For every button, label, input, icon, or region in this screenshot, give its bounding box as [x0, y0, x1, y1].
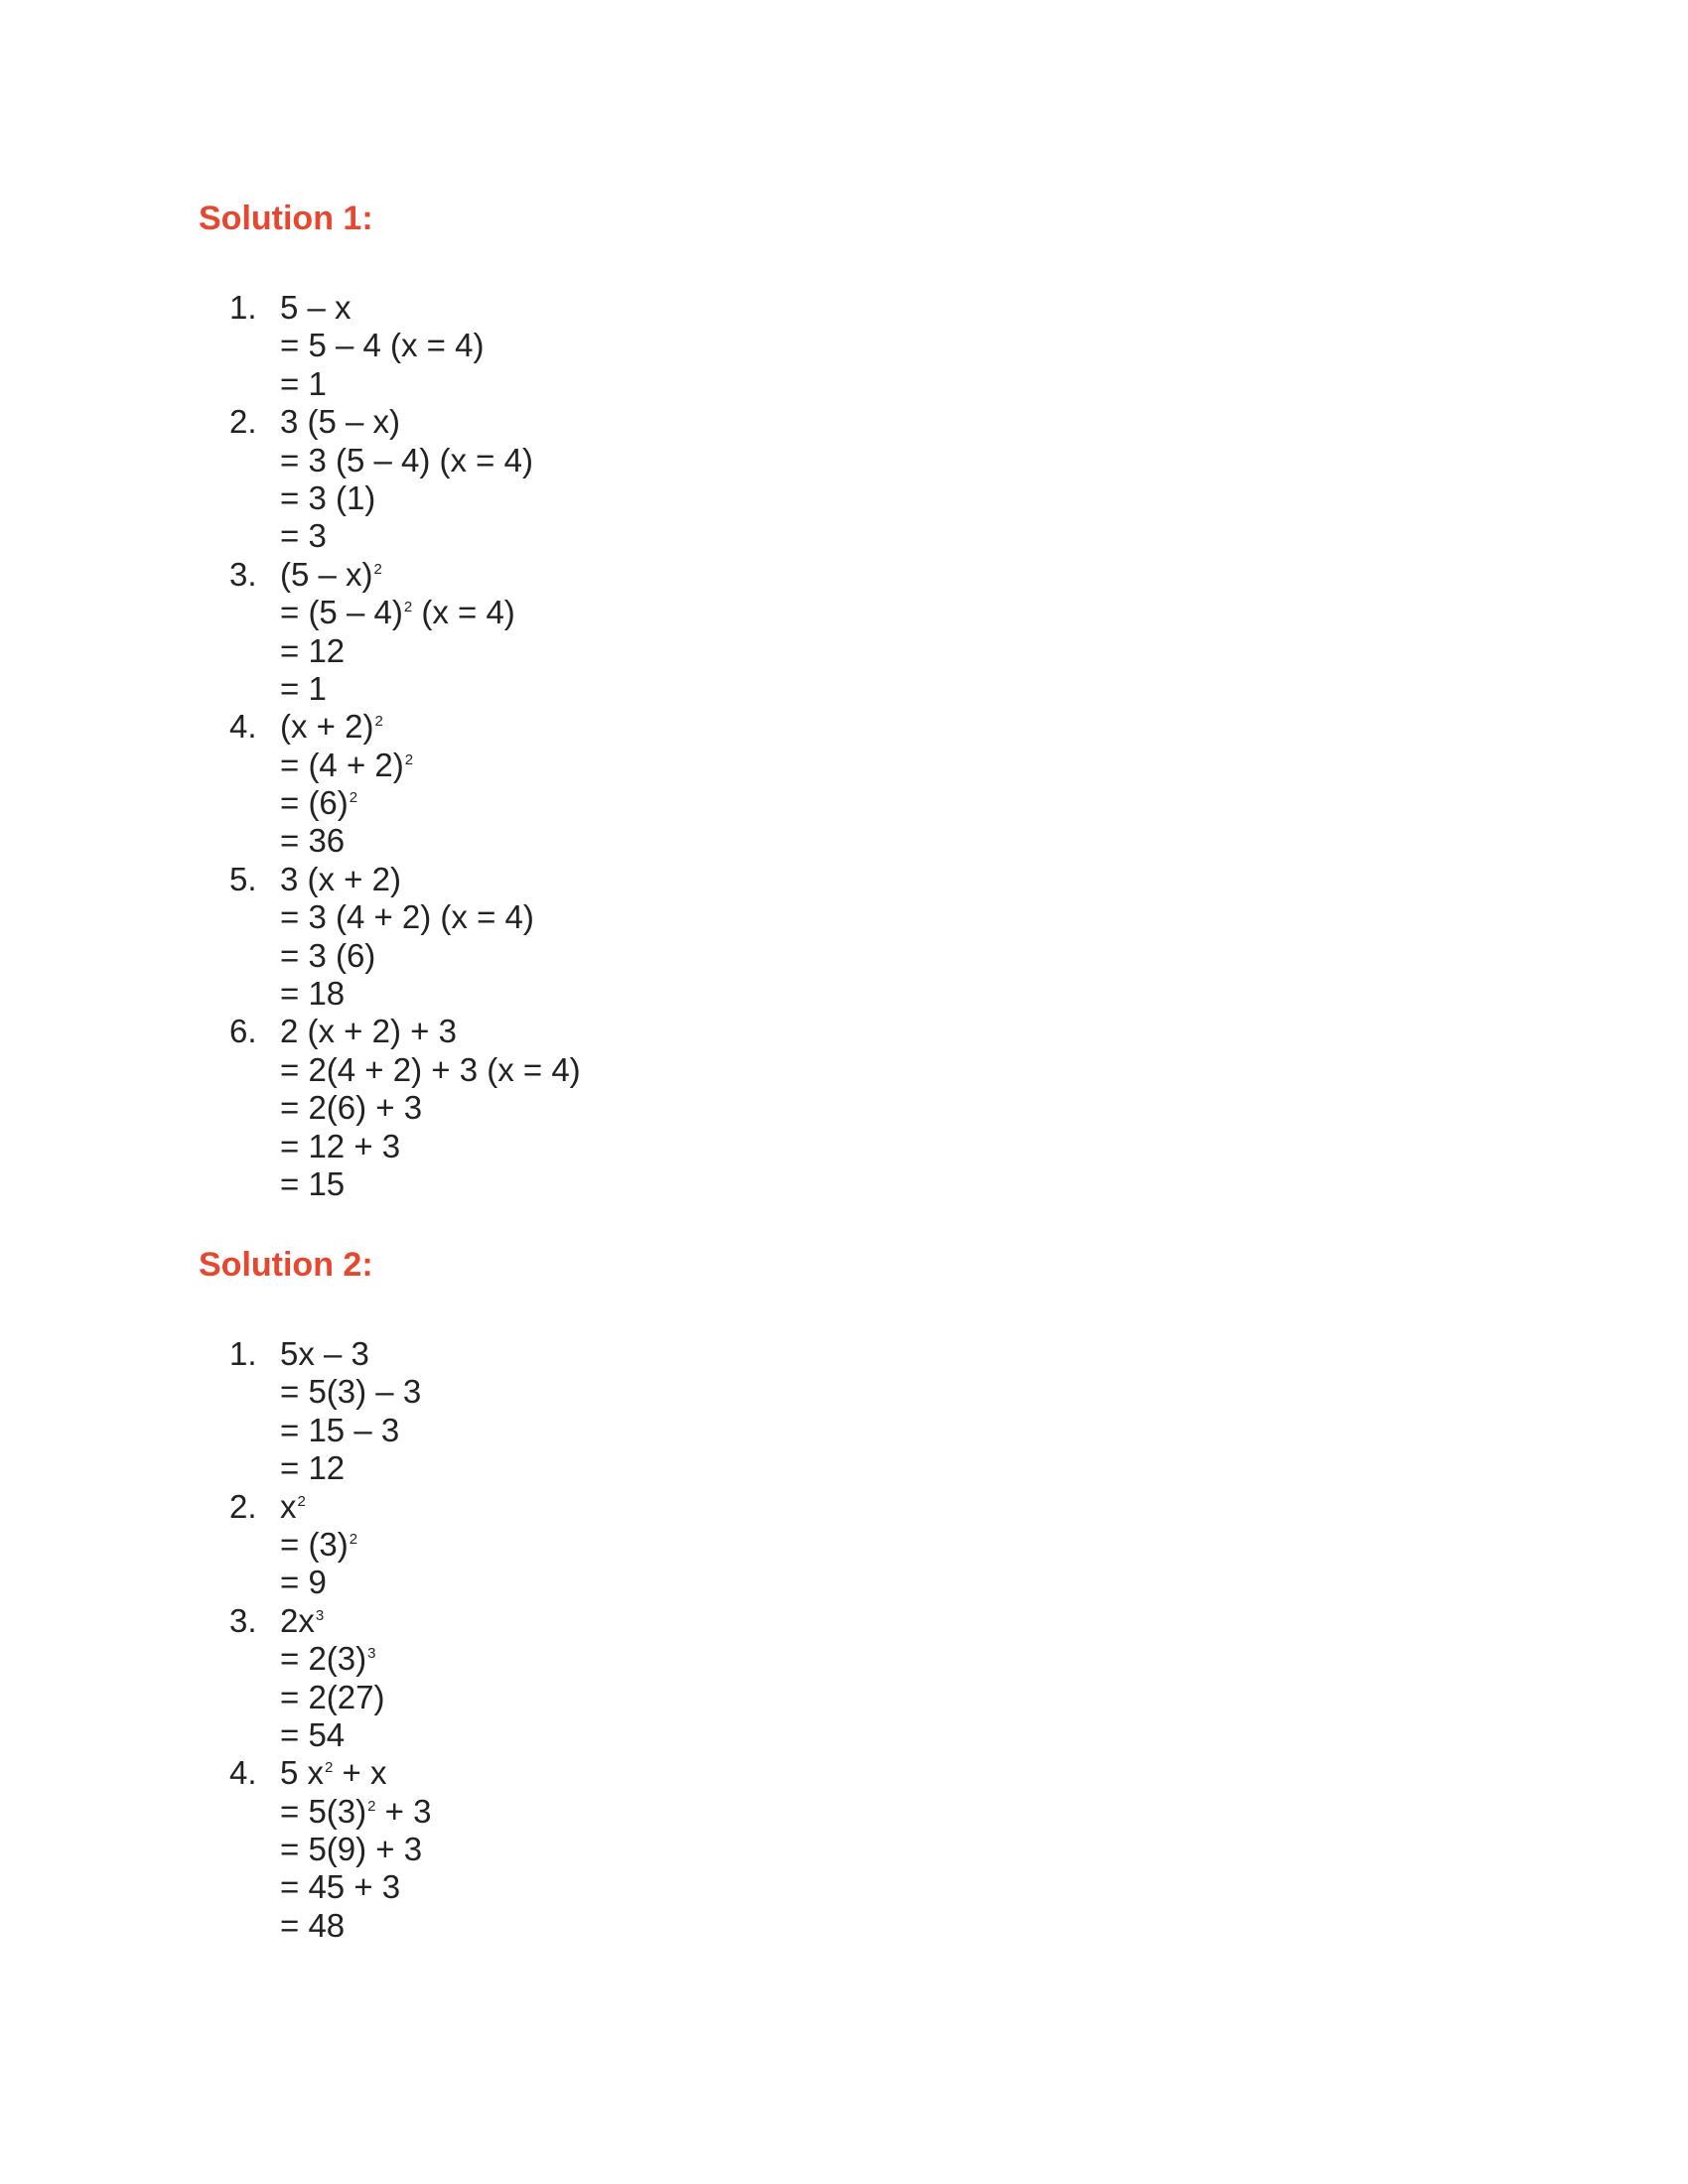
expression-text: = 15 – 3 [280, 1411, 400, 1448]
expression-text: = (3) [280, 1525, 349, 1563]
math-expression [280, 365, 327, 403]
exponent: 2 [297, 1492, 306, 1510]
problem-number: 1. [229, 1335, 257, 1372]
problem-number: 3. [229, 1601, 257, 1639]
expression-text: = 12 [280, 631, 346, 669]
expression-text: = 2(6) + 3 [280, 1089, 423, 1127]
expression-text: = 9 [280, 1564, 327, 1601]
math-expression [280, 1679, 384, 1716]
expression-text: (5 – x) [280, 555, 373, 593]
expression-text: 3 (5 – x) [280, 403, 401, 441]
math-expression [280, 1335, 369, 1373]
exponent: 2 [403, 599, 413, 616]
expression-text: (x + 2) [280, 708, 374, 746]
problem-number: 1. [229, 289, 257, 326]
expression-text: = 12 + 3 [280, 1127, 401, 1164]
expression-text: x [280, 1487, 297, 1525]
expression-text: = (6) [280, 784, 349, 822]
problem-number: 2. [229, 403, 257, 441]
expression-text: = 3 (1) [280, 478, 376, 516]
math-expression [280, 1449, 345, 1487]
expression-text: = 36 [280, 822, 346, 860]
exponent: 2 [404, 751, 414, 768]
expression-text: (x = 4) [412, 594, 515, 631]
math-expression [280, 1128, 400, 1165]
expression-text: 3 (x + 2) [280, 860, 401, 897]
expression-text: + 3 [375, 1792, 432, 1830]
math-expression [280, 479, 375, 517]
expression-text: = 3 [280, 517, 327, 555]
expression-text: = 3 (6) [280, 936, 376, 974]
math-expression [280, 1165, 345, 1203]
expression-text: + x [333, 1754, 387, 1792]
math-expression [280, 327, 484, 364]
exponent: 2 [367, 1797, 376, 1815]
problem-number: 6. [229, 1013, 257, 1050]
solution-2-heading: Solution 2: [199, 1246, 373, 1284]
math-expression [280, 670, 327, 708]
math-expression [280, 937, 375, 975]
math-expression [280, 442, 533, 479]
expression-text: = 54 [280, 1715, 346, 1753]
solution-1-heading: Solution 1: [199, 200, 373, 237]
exponent: 2 [373, 560, 382, 578]
expression-text: = 5(9) + 3 [280, 1831, 423, 1868]
math-expression [280, 517, 327, 555]
expression-text: = (4 + 2) [280, 746, 404, 783]
exponent: 2 [325, 1759, 334, 1777]
expression-text: 5 – x [280, 289, 352, 326]
expression-text: = 1 [280, 364, 327, 402]
expression-text: = 3 (4 + 2) (x = 4) [280, 898, 534, 936]
math-expression [280, 1412, 399, 1449]
math-expression [280, 898, 534, 936]
math-expression [280, 1831, 422, 1868]
math-expression [280, 289, 352, 327]
math-expression [280, 403, 400, 441]
expression-text: = 2(4 + 2) + 3 (x = 4) [280, 1050, 581, 1088]
math-expression [280, 1907, 345, 1945]
expression-text: = 12 [280, 1449, 346, 1487]
exponent: 2 [374, 713, 383, 731]
expression-text: = 5(3) [280, 1792, 367, 1830]
expression-text: = 5(3) – 3 [280, 1373, 422, 1411]
expression-text: = 48 [280, 1906, 346, 1944]
problem-number: 5. [229, 860, 257, 897]
exponent: 2 [349, 1530, 358, 1548]
math-expression [280, 861, 401, 898]
math-expression [280, 822, 345, 860]
expression-text: 2x [280, 1601, 315, 1639]
math-expression [280, 1373, 421, 1411]
math-expression [280, 1868, 400, 1906]
problem-number: 4. [229, 708, 257, 746]
exponent: 3 [315, 1606, 325, 1624]
expression-text: = 5 – 4 (x = 4) [280, 327, 485, 364]
math-expression [280, 1089, 422, 1127]
expression-text: 5x – 3 [280, 1335, 369, 1372]
expression-text: = 1 [280, 669, 327, 707]
expression-text: = 45 + 3 [280, 1868, 401, 1906]
expression-text: = 2(3) [280, 1640, 367, 1678]
expression-text: = 3 (5 – 4) (x = 4) [280, 441, 533, 478]
expression-text: 2 (x + 2) + 3 [280, 1013, 457, 1050]
exponent: 2 [349, 789, 358, 807]
math-expression [280, 1564, 327, 1601]
expression-text: = 2(27) [280, 1678, 385, 1715]
expression-text: = 18 [280, 975, 346, 1013]
math-expression [280, 1716, 345, 1754]
math-expression [280, 1051, 581, 1089]
problem-number: 3. [229, 555, 257, 593]
expression-text: = (5 – 4) [280, 594, 403, 631]
expression-text: 5 x [280, 1754, 325, 1792]
problem-number: 2. [229, 1487, 257, 1525]
problem-number: 4. [229, 1754, 257, 1792]
exponent: 3 [367, 1645, 376, 1663]
expression-text: = 15 [280, 1164, 346, 1202]
math-expression [280, 1013, 457, 1050]
math-expression [280, 632, 345, 670]
math-expression [280, 975, 345, 1013]
